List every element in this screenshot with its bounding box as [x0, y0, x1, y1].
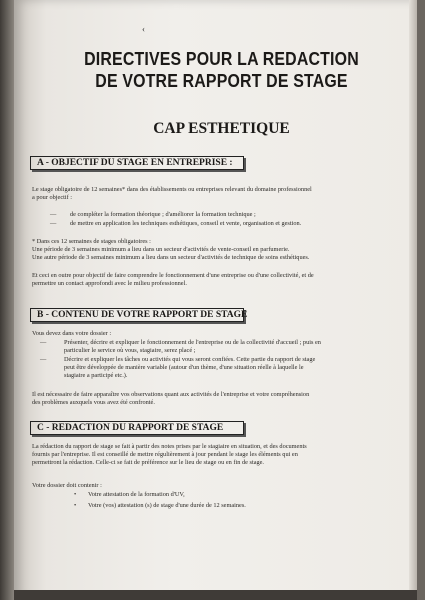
section-c-bullet-1: • — [74, 491, 77, 498]
section-b-para-line-1: Il est nécessaire de faire apparaître vos observations quant aux activités de l'entreprise et votre compréhension — [32, 391, 310, 398]
section-c-para-line-1: La rédaction du rapport de stage se fait à partir des notes prises par le stagiaire en situation, et des documents — [32, 443, 307, 450]
section-c-para-line-3: permettront la rédaction. Celle-ci se fait de préférence sur le lieu de stage ou en fin de stage. — [32, 459, 265, 466]
page-subtitle: CAP ESTHETIQUE — [153, 120, 290, 137]
section-c-list-intro: Votre dossier doit contenir : — [32, 482, 102, 489]
section-b-item-1-line-2: particulier le service où vous, stagiaire, serez placé ; — [64, 347, 196, 354]
section-a-para-line-1: Et ceci en outre pour objectif de faire comprendre le fonctionnement d'une entreprise ou d'une collectivité, et de — [32, 272, 314, 279]
section-c-item-1: Votre attestation de la formation d'UV, — [88, 491, 185, 498]
section-a-para-line-2: permettre un contact approfondi avec le milieu professionnel. — [32, 280, 187, 287]
section-a-item-1: de compléter la formation théorique ; d'améliorer la formation technique ; — [70, 211, 256, 218]
section-a-item-1-dash: — — [50, 211, 57, 218]
page-title-line-2: DE VOTRE RAPPORT DE STAGE — [95, 70, 348, 91]
section-b-item-1-dash: — — [40, 339, 47, 346]
section-c-para-line-2: fournis par l'entreprise. Il est conseillé de mettre régulièrement à jour pendant le stage les éléments qui en — [32, 451, 298, 458]
section-b-intro: Vous devez dans votre dossier : — [32, 330, 112, 337]
binding-shadow — [0, 0, 14, 600]
section-b-item-2-line-3: stagiaire a participé etc.). — [64, 372, 128, 379]
page-edge — [409, 0, 417, 600]
section-b-item-2-line-2: peut être développée de manière variable (autour d'un thème, d'une situation réelle à laquelle le — [64, 364, 304, 371]
section-a-intro-line-1: Le stage obligatoire de 12 semaines* dans des établissements ou entreprises relevant du domaine professionnel — [32, 186, 312, 193]
section-b-heading: B - CONTENU DE VOTRE RAPPORT DE STAGE — [30, 308, 244, 322]
section-b-item-1-line-1: Présenter, décrire et expliquer le fonctionnement de l'entreprise ou de la collectivité d'accueil ; puis en — [64, 339, 321, 346]
section-a-intro-line-2: a pour objectif : — [32, 194, 73, 201]
section-b-item-2-line-1: Décrire et expliquer les tâches ou activités qui vous seront confiées. Cette partie du rapport de stage — [64, 356, 316, 363]
scan-bottom-edge — [14, 590, 417, 600]
section-b-item-2-dash: — — [40, 356, 47, 363]
page-mark: ‹ — [142, 24, 145, 34]
section-c-bullet-2: • — [74, 502, 77, 509]
section-a-item-2-dash: — — [50, 220, 57, 227]
section-c-item-2: Votre (vos) attestation (s) de stage d'une durée de 12 semaines. — [88, 502, 246, 509]
section-b-para-line-2: des problèmes auxquels vous avez été confronté. — [32, 399, 155, 406]
section-a-item-2: de mettre en application les techniques esthétiques, conseil et vente, organisation et gestion. — [70, 220, 302, 227]
page-title-line-1: DIRECTIVES POUR LA REDACTION — [84, 48, 359, 69]
section-a-note-2: Une période de 3 semaines minimum a lieu dans un secteur d'activités de vente-conseil en parfumerie. — [32, 246, 290, 253]
section-a-note-3: Une autre période de 3 semaines minimum a lieu dans un secteur d'activités de technique de soins esthétiques. — [32, 254, 310, 261]
section-a-note-1: * Dans ces 12 semaines de stages obligatoires : — [32, 238, 151, 245]
section-c-heading: C - REDACTION DU RAPPORT DE STAGE — [30, 421, 244, 435]
section-a-heading: A - OBJECTIF DU STAGE EN ENTREPRISE : — [30, 156, 244, 170]
